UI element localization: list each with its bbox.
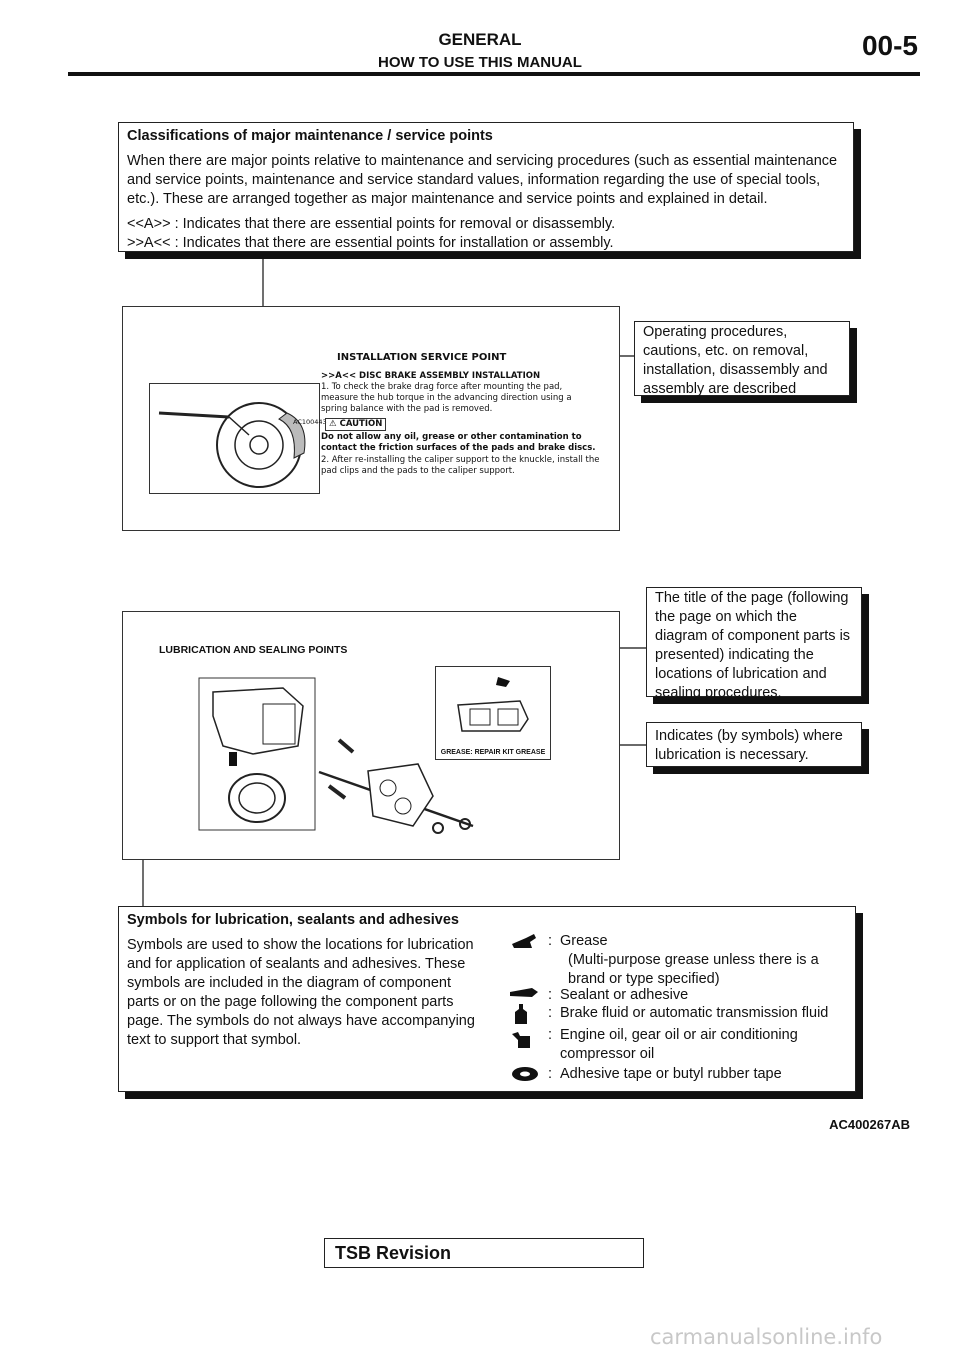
installation-step-2: 2. After re-installing the caliper support to the knuckle, install the pad clips and the pads to the caliper support. — [321, 455, 600, 476]
removal-line: <<A>> : Indicates that there are essential points for removal or disassembly. — [127, 216, 616, 232]
installation-example-panel — [122, 306, 620, 531]
legend-label-grease: Grease — [560, 933, 608, 949]
symbols-callout — [646, 722, 862, 767]
caution-text: Do not allow any oil, grease or other contamination to contact the friction surfaces of the pads and brake discs. — [321, 432, 596, 453]
classification-paragraph: When there are major points relative to maintenance and servicing procedures (such as essential maintenance and service points, maintenance and service standard values, information regarding the use of special tools, etc.). These are arranged together as major maintenance and service points and explained in detail. — [127, 153, 838, 207]
symbols-legend-paragraph: Symbols are used to show the locations for lubrication and for application of sealants and adhesives. These symbols are included in the diagram of component parts or on the page following the component parts page. The symbols do not always have accompanying text to support that symbol. — [127, 937, 475, 1048]
classification-title: Classifications of major maintenance / service points — [127, 128, 493, 144]
classification-callout — [118, 122, 854, 252]
installation-step-1: 1. To check the brake drag force after mounting the pad, measure the hub torque in the advancing direction using a spring balance with the pad is removed. — [321, 382, 572, 414]
figure-code: AC100443 — [293, 418, 327, 426]
legend-detail-oil: compressor oil — [560, 1046, 655, 1062]
caution-label: CAUTION — [339, 419, 383, 429]
section-title: GENERAL — [438, 30, 522, 49]
section-subtitle: HOW TO USE THIS MANUAL — [378, 54, 582, 71]
oil-can-icon — [510, 1026, 534, 1048]
lubrication-heading: LUBRICATION AND SEALING POINTS — [159, 644, 348, 656]
legend-label-tape: Adhesive tape or butyl rubber tape — [560, 1066, 782, 1082]
grease-gun-icon — [510, 932, 538, 950]
page-title-callout-text: The title of the page (following the page on which the diagram of component parts is presented) indicating the locations of lubrication and sealing procedures. — [655, 590, 851, 701]
fluid-bottle-icon — [510, 1004, 534, 1024]
grease-inset-label: GREASE: REPAIR KIT GREASE — [440, 749, 546, 756]
legend-label-oil: Engine oil, gear oil or air conditioning — [560, 1027, 798, 1043]
lubrication-example-panel — [122, 611, 620, 860]
legend-label-fluid: Brake fluid or automatic transmission fluid — [560, 1005, 829, 1021]
grease-inset — [435, 666, 551, 760]
page-number: 00-5 — [861, 30, 918, 61]
disc-brake-illustration — [149, 383, 321, 495]
installation-subheading: >>A<< DISC BRAKE ASSEMBLY INSTALLATION — [321, 371, 541, 381]
operating-procedures-text: Operating procedures, cautions, etc. on removal, installation, disassembly and assembly are described — [643, 324, 828, 397]
install-line: >>A<< : Indicates that there are essential points for installation or assembly. — [127, 235, 614, 251]
tsb-revision-box: TSB Revision — [324, 1238, 644, 1268]
symbols-legend-title: Symbols for lubrication, sealants and adhesives — [127, 912, 459, 928]
watermark: carmanualsonline.info — [650, 1325, 883, 1349]
legend-label-sealant: Sealant or adhesive — [560, 987, 689, 1003]
tape-roll-icon — [510, 1065, 540, 1083]
operating-procedures-callout — [634, 321, 850, 396]
page-title-callout — [646, 587, 862, 701]
caution-box — [325, 418, 386, 431]
installation-heading: INSTALLATION SERVICE POINT — [337, 352, 507, 363]
symbols-callout-text: Indicates (by symbols) where lubrication is necessary. — [655, 728, 843, 763]
figure-reference: AC400267AB — [829, 1117, 910, 1132]
grease-inset-illustration — [450, 675, 536, 739]
sealant-tube-icon — [510, 986, 540, 1000]
caution-icon: ⚠ — [329, 419, 337, 429]
legend-detail-grease: (Multi-purpose grease unless there is a brand or type specified) — [568, 952, 819, 987]
